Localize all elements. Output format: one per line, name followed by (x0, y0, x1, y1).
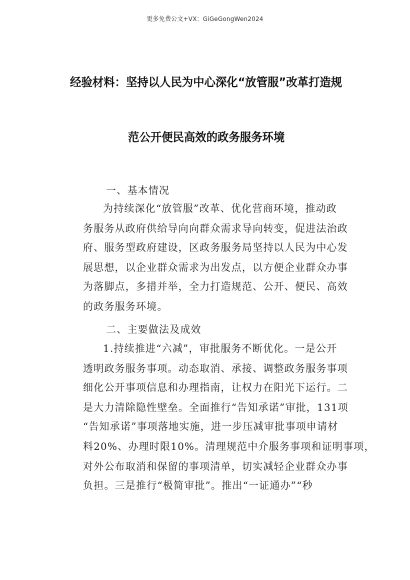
paragraph-line: 务服务从政府供给导向向群众需求导向转变，促进法治政 (83, 223, 348, 235)
paragraph-line: 1.持续推进“六减”，审批服务不断优化。一是公开 (103, 344, 338, 355)
paragraph-line: 的政务服务环境。 (83, 301, 168, 313)
document-title-line-1: 经验材料：坚持以人民为中心深化“放管服”改革打造规 (70, 76, 343, 89)
paragraph-line: “告知承诺”事项落地实施，进一步压减审批事项申请材 (83, 422, 339, 434)
section-heading-basic-situation: 一、基本情况 (106, 186, 170, 197)
paragraph-line: 为落脚点，多措并举，全力打造规范、公开、便民、高效 (83, 282, 348, 294)
paragraph-line: 府、服务型政府建设，区政务服务局坚持以人民为中心发 (83, 243, 348, 255)
paragraph-line: 对外公布取消和保留的事项清单，切实减轻企业群众办事 (83, 461, 348, 473)
paragraph-line: 透明政务服务事项。动态取消、承接、调整政务服务事项 (83, 363, 348, 375)
section-2-paragraph (83, 340, 375, 497)
paragraph-line: 细化公开事项信息和办理指南，让权力在阳光下运行。二 (83, 383, 348, 395)
section-heading-main-practices: 二、主要做法及成效 (106, 325, 202, 336)
header-watermark: 更多免费公文+VX：GiGeGongWen2024 (146, 16, 264, 23)
paragraph-line: 为持续深化“放管服”改革、优化营商环境，推动政 (103, 204, 338, 215)
paragraph-line: 展思想，以企业群众需求为出发点，以方便企业群众办事 (83, 262, 348, 274)
paragraph-line: 是大力清除隐性壁垒。全面推行“告知承诺”审批，131项 (83, 402, 349, 414)
section-1-paragraph (83, 200, 359, 318)
paragraph-line: 负担。三是推行“极简审批”。推出“一证通办”“秒 (83, 481, 313, 493)
document-title-line-2: 范公开便民高效的政务服务环境 (128, 131, 285, 144)
paragraph-line: 料20%、办理时限10%。清理规范中介服务事项和证明事项， (83, 441, 375, 453)
